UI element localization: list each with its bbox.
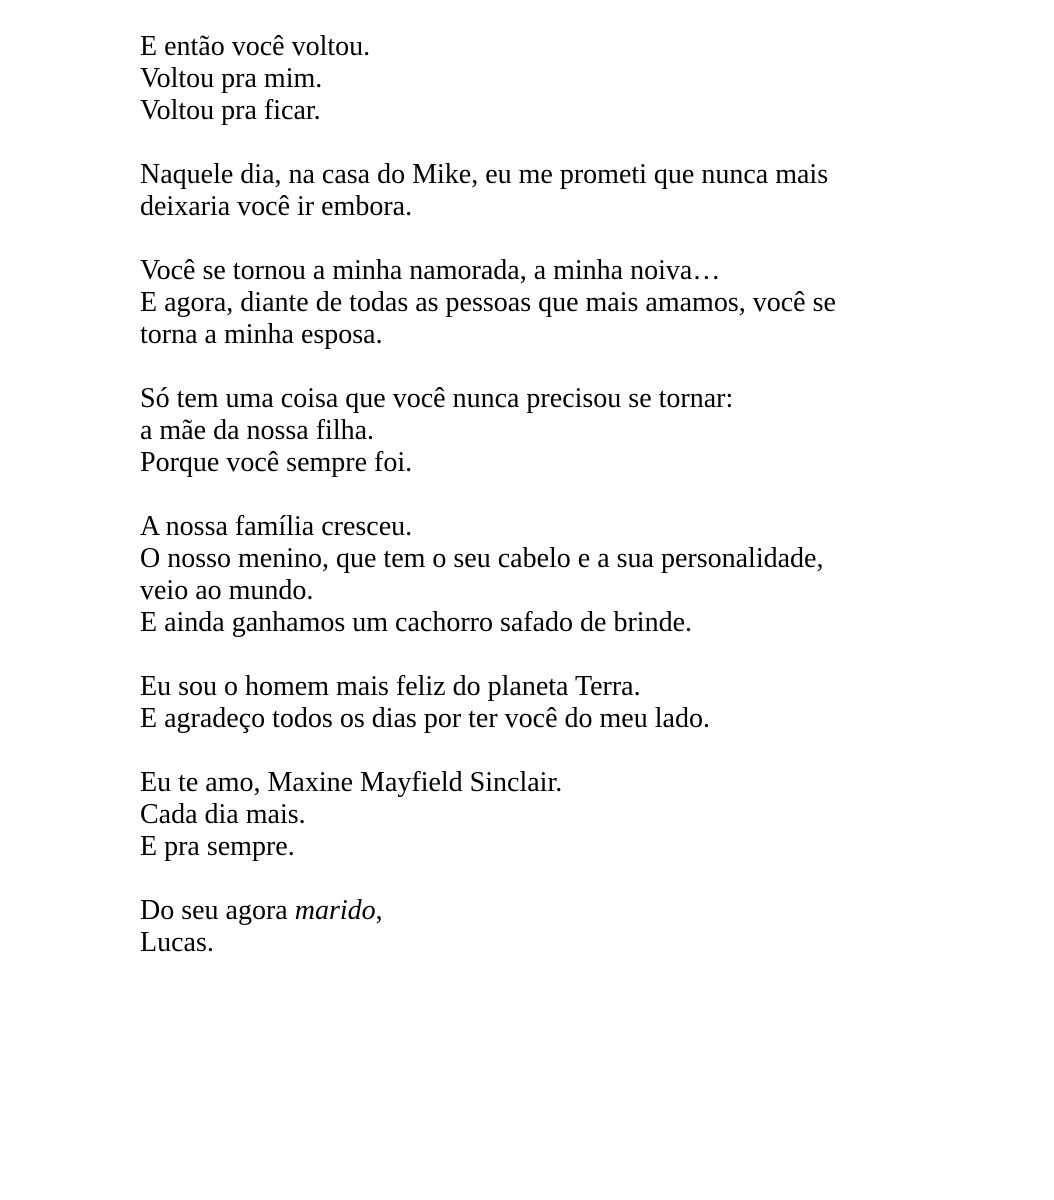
letter-line: Eu sou o homem mais feliz do planeta Terra.	[140, 671, 641, 702]
stanza	[140, 383, 1020, 479]
letter-line: Eu te amo, Maxine Mayfield Sinclair.	[140, 767, 563, 798]
letter-line: torna a minha esposa.	[140, 319, 383, 350]
letter-line: A nossa família cresceu.	[140, 511, 413, 542]
letter-line: veio ao mundo.	[140, 575, 314, 606]
letter-line: E agradeço todos os dias por ter você do meu lado.	[140, 703, 710, 734]
signoff-line	[140, 895, 1020, 927]
stanza	[140, 159, 1020, 223]
letter-line: Só tem uma coisa que você nunca precisou se tornar:	[140, 383, 734, 414]
letter-body	[140, 31, 1020, 959]
letter-line: Naquele dia, na casa do Mike, eu me prometi que nunca mais	[140, 159, 829, 190]
stanza	[140, 767, 1020, 863]
stanza	[140, 511, 1020, 639]
signoff-prefix: Do seu agora	[140, 895, 295, 926]
letter-line: E agora, diante de todas as pessoas que mais amamos, você se	[140, 287, 836, 318]
letter-line: E pra sempre.	[140, 831, 295, 862]
letter-line: E ainda ganhamos um cachorro safado de brinde.	[140, 607, 693, 638]
stanza	[140, 671, 1020, 735]
letter-line: Porque você sempre foi.	[140, 447, 413, 478]
stanza	[140, 31, 1020, 127]
letter-line: Voltou pra mim.	[140, 63, 323, 94]
letter-line: a mãe da nossa filha.	[140, 415, 375, 446]
signature-name: Lucas.	[140, 927, 214, 958]
letter-line: E então você voltou.	[140, 31, 371, 62]
letter-line: deixaria você ir embora.	[140, 191, 413, 222]
letter-line: Voltou pra ficar.	[140, 95, 321, 126]
letter-line: O nosso menino, que tem o seu cabelo e a sua personalidade,	[140, 543, 824, 574]
signoff-suffix: ,	[375, 895, 383, 926]
signoff-emphasis: marido	[294, 895, 376, 926]
letter-line: Cada dia mais.	[140, 799, 306, 830]
stanza	[140, 255, 1020, 351]
signoff	[140, 895, 1020, 959]
letter-line: Você se tornou a minha namorada, a minha noiva…	[140, 255, 721, 286]
